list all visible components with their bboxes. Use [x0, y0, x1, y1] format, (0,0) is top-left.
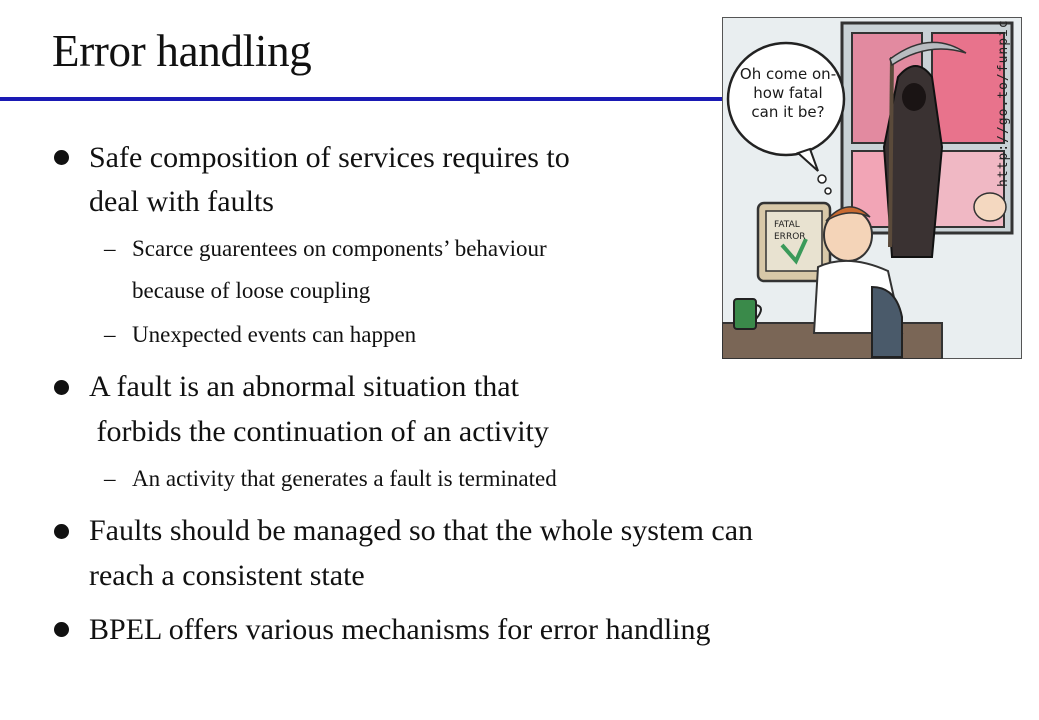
sub-bullet-dash: –	[104, 322, 116, 347]
bullet-1-line-2: deal with faults	[89, 185, 274, 218]
speech-line-1: Oh come on-	[739, 65, 837, 83]
screen-text-1: FATAL	[774, 220, 800, 230]
fatal-error-comic-image	[722, 17, 1022, 359]
screen-text-2: ERROR	[774, 232, 806, 242]
speech-line-3: can it be?	[751, 103, 825, 121]
sub-bullet-1-2-line-1: Unexpected events can happen	[132, 322, 417, 347]
bullet-2-line-1: A fault is an abnormal situation that	[89, 370, 519, 403]
bullet-3-line-2: reach a consistent state	[89, 559, 365, 592]
sub-bullet-dash: –	[104, 466, 116, 491]
slide-title: Error handling	[52, 26, 312, 76]
bullet-1-line-1: Safe composition of services requires to	[89, 141, 570, 174]
speech-line-2: how fatal	[753, 84, 823, 102]
bullet-3-line-1: Faults should be managed so that the whole system can	[89, 514, 754, 547]
sub-bullet-2-1-line-1: An activity that generates a fault is terminated	[132, 466, 557, 491]
bullet-dot	[54, 622, 69, 637]
bullet-dot	[54, 380, 69, 395]
bullet-dot	[54, 150, 69, 165]
bullet-2-line-2: forbids the continuation of an activity	[89, 415, 549, 448]
speech-bubble-text	[738, 65, 838, 122]
watermark-url	[996, 165, 1011, 187]
bullet-dot	[54, 524, 69, 539]
sub-bullet-1-1-line-1: Scarce guarentees on components’ behaviour	[132, 236, 547, 261]
bullet-4-line-1: BPEL offers various mechanisms for error handling	[89, 613, 711, 646]
title-underline	[0, 97, 722, 101]
sub-bullet-dash: –	[104, 236, 116, 261]
sub-bullet-1-1-line-2: because of loose coupling	[132, 278, 371, 303]
